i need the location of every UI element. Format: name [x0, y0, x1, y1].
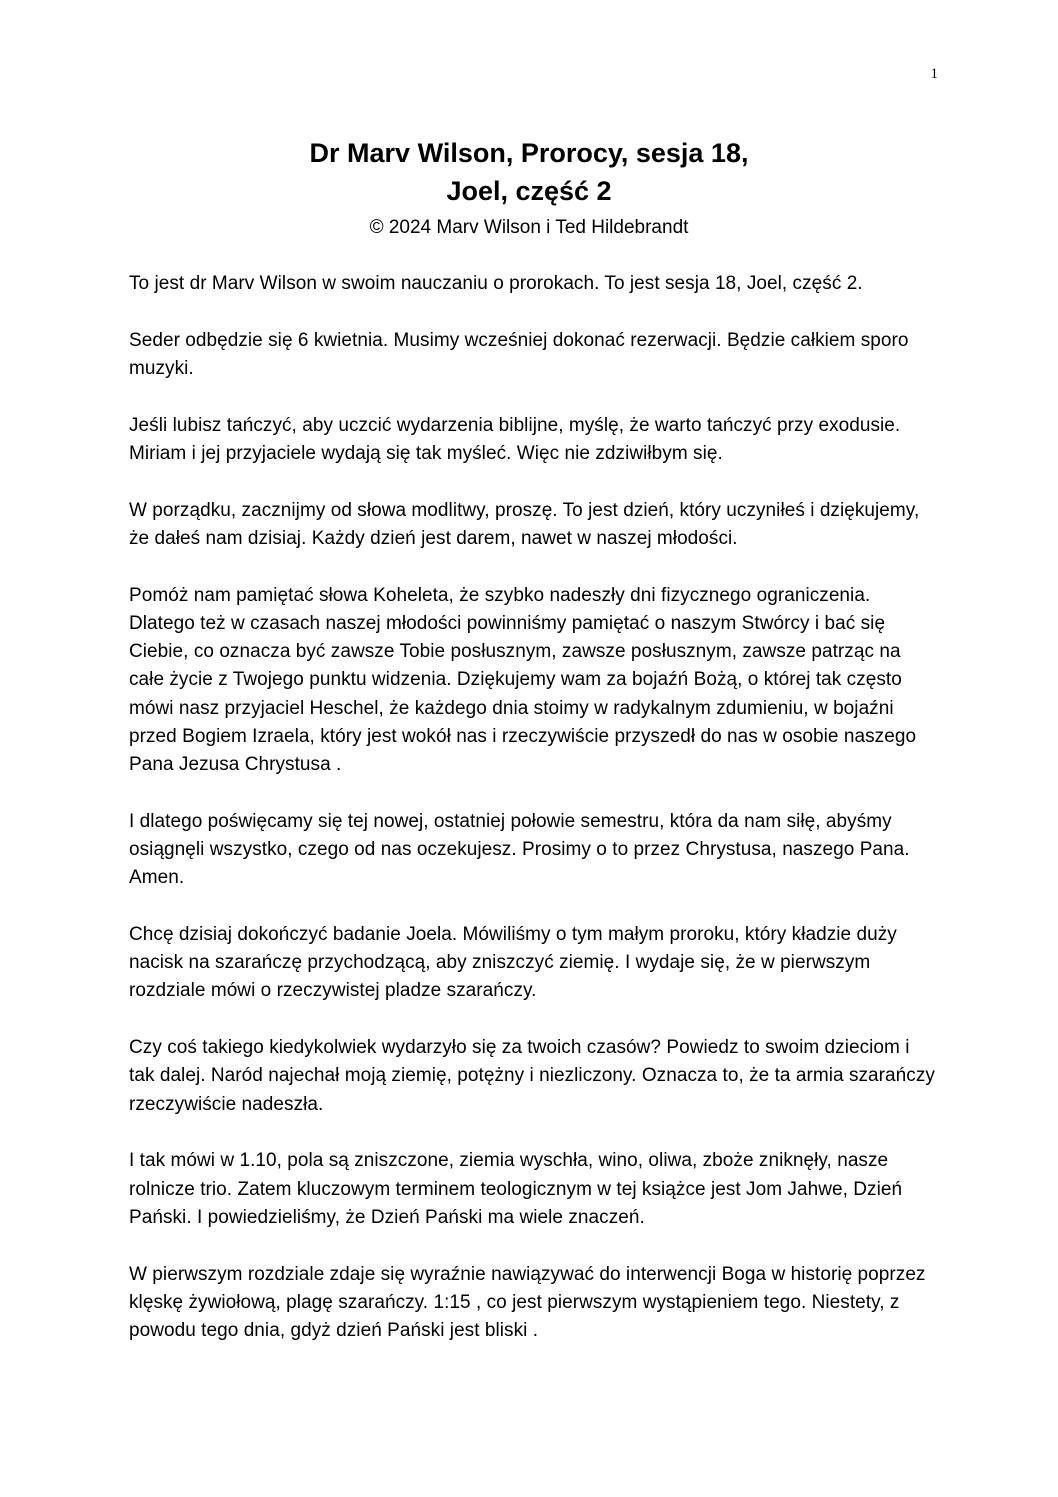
paragraph-dance: Jeśli lubisz tańczyć, aby uczcić wydarzenia biblijne, myślę, że warto tańczyć przy exodusie. Miriam i jej przyjaciele wydają się tak myśleć. Więc nie zdziwiłbym się.: [129, 414, 901, 464]
paragraph-prayer-opening: W porządku, zacznijmy od słowa modlitwy, proszę. To jest dzień, który uczyniłeś i dziękujemy, że dałeś nam dzisiaj. Każdy dzień jest darem, nawet w naszej młodości.: [129, 499, 920, 549]
document-header: [128, 134, 930, 242]
paragraph-intro: To jest dr Marv Wilson w swoim nauczaniu o prorokach. To jest sesja 18, Joel, część 2.: [129, 273, 863, 294]
document-title-line-1: Dr Marv Wilson, Prorocy, sesja 18,: [309, 138, 749, 168]
page-number: 1: [930, 66, 938, 82]
paragraph-joel-nation: Czy coś takiego kiedykolwiek wydarzyło się za twoich czasów? Powiedz to swoim dzieciom i tak dalej. Naród najechał moją ziemię, potężny i niezliczony. Oznacza to, że ta armia szarańczy rzeczywiście nadeszła.: [129, 1037, 935, 1115]
document-body: [129, 270, 937, 1374]
document-title-line-2: Joel, część 2: [446, 176, 612, 206]
paragraph-day-of-lord: I tak mówi w 1.10, pola są zniszczone, ziemia wyschła, wino, oliwa, zboże zniknęły, nasze rolnicze trio. Zatem kluczowym terminem teologicznym w tej książce jest Jom Jahwe, Dzień Pański. I powiedzieliśmy, że Dzień Pański ma wiele znaczeń.: [129, 1150, 903, 1228]
paragraph-joel-locusts: Chcę dzisiaj dokończyć badanie Joela. Mówiliśmy o tym małym proroku, który kładzie duży nacisk na szarańczę przychodzącą, aby zniszczyć ziemię. I wydaje się, że w pierwszym rozdziale mówi o rzeczywistej pladze szarańczy.: [129, 924, 897, 1002]
paragraph-prayer-koheleth: Pomóż nam pamiętać słowa Koheleta, że szybko nadeszły dni fizycznego ograniczenia. Dlatego też w czasach naszej młodości powinniśmy pamiętać o naszym Stwórcy i bać się Ciebie, co oznacza być zawsze Tobie posłusznym, zawsze posłusznym, zawsze patrząc na całe życie z Twojego punktu widzenia. Dziękujemy wam za bojaźń Bożą, o której tak często mówi nasz przyjaciel Heschel, że każdego dnia stoimy w radykalnym zdumieniu, w bojaźni przed Bogiem Izraela, który jest wokół nas i rzeczywiście przyszedł do nas w osobie naszego Pana Jezusa Chrystusa .: [129, 584, 917, 776]
paragraph-prayer-closing: I dlatego poświęcamy się tej nowej, ostatniej połowie semestru, która da nam siłę, abyśmy osiągnęli wszystko, czego od nas oczekujesz. Prosimy o to przez Chrystusa, naszego Pana. Amen.: [129, 810, 910, 889]
paragraph-chapter-one: W pierwszym rozdziale zdaje się wyraźnie nawiązywać do interwencji Boga w historię poprzez klęskę żywiołową, plagę szarańczy. 1:15 , co jest pierwszym wystąpieniem tego. Niestety, z powodu tego dnia, gdyż dzień Pański jest bliski .: [129, 1263, 926, 1342]
paragraph-seder: Seder odbędzie się 6 kwietnia. Musimy wcześniej dokonać rezerwacji. Będzie całkiem sporo muzyki.: [129, 329, 909, 379]
copyright-notice: © 2024 Marv Wilson i Ted Hildebrandt: [369, 217, 689, 238]
